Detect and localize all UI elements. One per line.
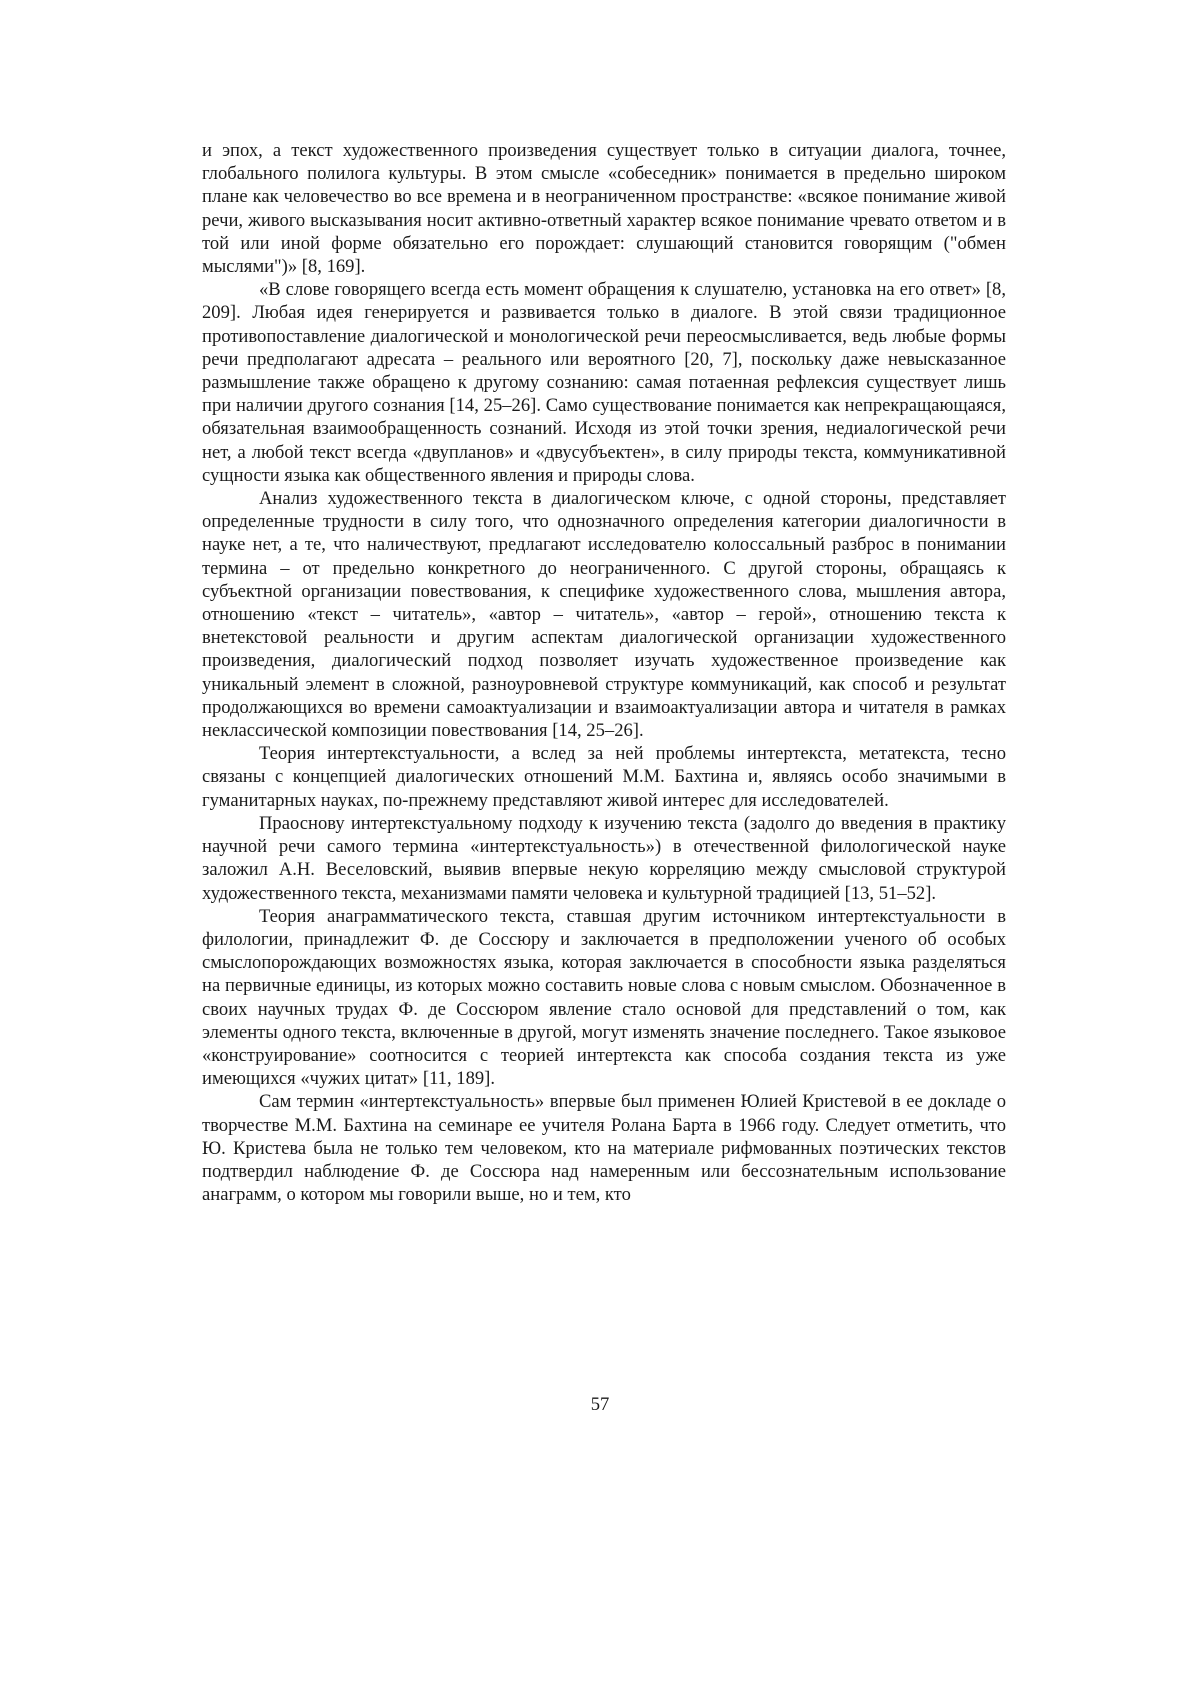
paragraph-3: Анализ художественного текста в диалогическом ключе, с одной стороны, представляет определенные трудности в силу того, что однозначного определения категории диалогичности в науке нет, а те, что наличествуют, предлагают исследователю колоссальный разброс в понимании термина – от предельно конкретного до неограниченного. С другой стороны, обращаясь к субъектной организации повествования, к специфике художественного слова, мышления автора, отношению «текст – читатель», «автор – читатель», «автор – герой», отношению текста к внетекстовой реальности и другим аспектам диалогической организации художественного произведения, диалогический подход позволяет изучать художественное произведение как уникальный элемент в сложной, разноуровневой структуре коммуникаций, как способ и результат продолжающихся во времени самоактуализации и взаимоактуализации автора и читателя в рамках неклассической композиции повествования [14, 25–26].: [202, 487, 1006, 742]
paragraph-2: «В слове говорящего всегда есть момент обращения к слушателю, установка на его ответ» [8, 209]. Любая идея генерируется и развивается только в диалоге. В этой связи традиционное противопоставление диалогической и монологической речи переосмысливается, ведь любые формы речи предполагают адресата – реального или вероятного [20, 7], поскольку даже невысказанное размышление также обращено к другому сознанию: самая потаенная рефлексия существует лишь при наличии другого сознания [14, 25–26]. Само существование понимается как непрекращающаяся, обязательная взаимообращенность сознаний. Исходя из этой точки зрения, недиалогической речи нет, а любой текст всегда «двупланов» и «двусубъектен», в силу природы текста, коммуникативной сущности языка как общественного явления и природы слова.: [202, 278, 1006, 487]
paragraph-4: Теория интертекстуальности, а вслед за ней проблемы интертекста, метатекста, тесно связаны с концепцией диалогических отношений М.М. Бахтина и, являясь особо значимыми в гуманитарных науках, по-прежнему представляют живой интерес для исследователей.: [202, 742, 1006, 812]
document-page: [0, 0, 1200, 1697]
paragraph-6: Теория анаграмматического текста, ставшая другим источником интертекстуальности в филологии, принадлежит Ф. де Соссюру и заключается в предположении ученого об особых смыслопорождающих возможностях языка, которая заключается в способности языка разделяться на первичные единицы, из которых можно составить новые слова с новым смыслом. Обозначенное в своих научных трудах Ф. де Соссюром явление стало основой для представлений о том, как элементы одного текста, включенные в другой, могут изменять значение последнего. Такое языковое «конструирование» соотносится с теорией интертекста как способа создания текста из уже имеющихся «чужих цитат» [11, 189].: [202, 905, 1006, 1091]
paragraph-7: Сам термин «интертекстуальность» впервые был применен Юлией Кристевой в ее докладе о творчестве М.М. Бахтина на семинаре ее учителя Ролана Барта в 1966 году. Следует отметить, что Ю. Кристева была не только тем человеком, кто на материале рифмованных поэтических текстов подтвердил наблюдение Ф. де Соссюра над намеренным или бессознательным использование анаграмм, о котором мы говорили выше, но и тем, кто: [202, 1090, 1006, 1206]
page-number: 57: [0, 1393, 1200, 1416]
body-text: [202, 139, 1006, 1206]
paragraph-1: и эпох, а текст художественного произведения существует только в ситуации диалога, точнее, глобального полилога культуры. В этом смысле «собеседник» понимается в предельно широком плане как человечество во все времена и в неограниченном пространстве: «всякое понимание живой речи, живого высказывания носит активно-ответный характер всякое понимание чревато ответом и в той или иной форме обязательно его порождает: слушающий становится говорящим ("обмен мыслями")» [8, 169].: [202, 139, 1006, 278]
paragraph-5: Праоснову интертекстуальному подходу к изучению текста (задолго до введения в практику научной речи самого термина «интертекстуальность») в отечественной филологической науке заложил А.Н. Веселовский, выявив впервые некую корреляцию между смысловой структурой художественного текста, механизмами памяти человека и культурной традицией [13, 51–52].: [202, 812, 1006, 905]
